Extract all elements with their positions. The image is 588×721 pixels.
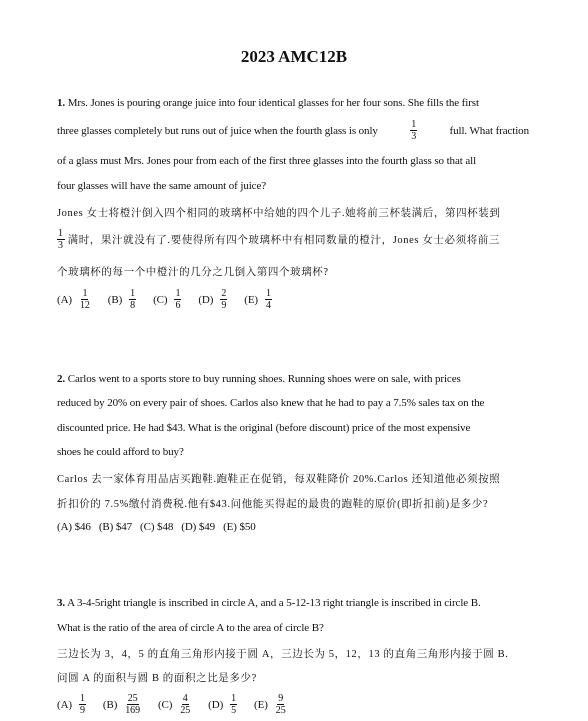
q1-zh-3: 个玻璃杯的每一个中橙汁的几分之几倒入第四个玻璃杯? (57, 267, 329, 278)
q2-line-1 (57, 373, 461, 385)
q2-zh-2: 折扣价的 7.5%缴付消费税.他有$43.问他能买得起的最贵的跑鞋的原价(即折扣前)是多少? (57, 499, 489, 510)
q3-option-e: (E) $\frac{9}{25}$ (254, 693, 286, 716)
q3-option-d: (D) $\frac{1}{5}$ (208, 693, 237, 716)
q1-option-c: (C) $\frac{1}{6}$ (153, 288, 181, 311)
q2-text-3: discounted price. He had $43. What is the original (before discount) price of the most expensive (57, 422, 471, 434)
q3-text-2: What is the ratio of the area of circle A to the area of circle B? (57, 622, 324, 634)
q1-zh-2: 满时，果汁就没有了.要使得所有四个玻璃杯中有相同数量的橙汁，Jones 女士必须将前三 (67, 235, 500, 246)
q1-fraction-one-third: $\frac{1}{3}$ (411, 119, 417, 142)
q2-option-b: (B) $47 (98, 521, 133, 533)
q1-number: 1. (57, 97, 66, 109)
q1-zh-1: Jones 女士将橙汁倒入四个相同的玻璃杯中给她的四个儿子.她将前三杯装满后，第四杯装到 (57, 208, 501, 219)
q2-option-c: (C) $48 (140, 521, 174, 533)
q3-options (57, 693, 290, 716)
q1-text-1: Mrs. Jones is pouring orange juice into four identical glasses for her four sons. She fills the first (67, 97, 479, 109)
q2-zh-1: Carlos 去一家体育用品店买跑鞋.跑鞋正在促销，每双鞋降价 20%.Carlos 还知道他必须按照 (57, 474, 501, 485)
q1-zh-line-2 (57, 228, 500, 251)
q1-options (57, 288, 275, 311)
q3-option-b: (B) $\frac{25}{169}$ (102, 693, 140, 716)
q2-text-4: shoes he could afford to buy? (57, 446, 184, 458)
q3-number: 3. (57, 597, 66, 609)
q2-options (57, 521, 256, 533)
q3-zh-2: 问圆 A 的面积与圆 B 的面积之比是多少? (57, 673, 257, 684)
q1-text-2b: full. What fraction (449, 124, 529, 137)
q1-option-b: (B) $\frac{1}{8}$ (107, 288, 136, 311)
q1-option-d: (D) $\frac{2}{9}$ (198, 288, 227, 311)
q2-option-a: (A) $46 (57, 521, 91, 533)
q1-text-4: four glasses will have the same amount of juice? (57, 180, 267, 192)
q2-option-d: (D) $49 (181, 521, 216, 533)
q3-zh-1: 三边长为 3，4，5 的直角三角形内接于圆 A，三边长为 5，12，13 的直角三角形内接于圆 B. (57, 649, 509, 660)
q1-text-3: of a glass must Mrs. Jones pour from each of the first three glasses into the fourth glass so that all (57, 155, 477, 167)
q1-text-2a: three glasses completely but runs out of juice when the fourth glass is only (57, 124, 378, 137)
q3-option-c: (C) $\frac{4}{25}$ (157, 693, 191, 716)
document-title: 2023 AMC12B (240, 47, 348, 66)
q3-line-1 (57, 597, 481, 609)
q3-option-a: (A) $\frac{1}{9}$ (57, 693, 85, 716)
q1-option-e: (E) $\frac{1}{4}$ (244, 288, 271, 311)
q1-zh-fraction: $\frac{1}{3}$ (58, 228, 64, 251)
q1-option-a: (A) $\frac{1}{12}$ (57, 288, 90, 311)
q1-line-2 (57, 119, 529, 142)
q1-line-1 (57, 97, 529, 109)
q2-text-2: reduced by 20% on every pair of shoes. Carlos also knew that he had to pay a 7.5% sales tax on the (57, 397, 485, 409)
q3-text-1: A 3-4-5right triangle is inscribed in circle A, and a 5-12-13 right triangle is inscribed in circle B. (67, 597, 481, 609)
q2-number: 2. (57, 373, 66, 385)
q2-text-1: Carlos went to a sports store to buy running shoes. Running shoes were on sale, with prices (67, 373, 461, 385)
q2-option-e: (E) $50 (223, 521, 256, 533)
